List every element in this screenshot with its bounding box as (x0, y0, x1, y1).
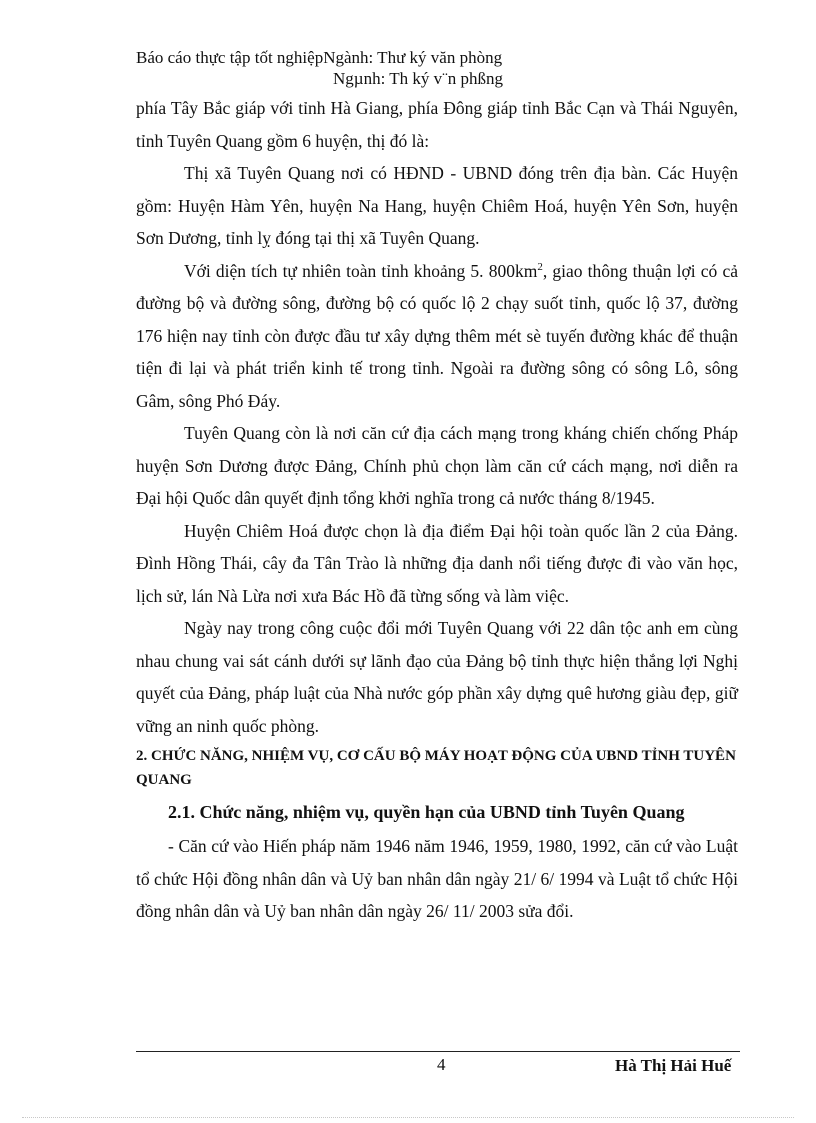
paragraph-7: - Căn cứ vào Hiến pháp năm 1946 năm 1946, 1959, 1980, 1992, căn cứ vào Luật tổ chức Hội đồng nhân dân và Uỷ ban nhân dân ngày 21/ 6/ 1994 và Luật tổ chức Hội đồng nhân dân và Uỷ ban nhân dân ngày 26/ 11/ 2003 sửa đổi. (136, 836, 738, 921)
section-heading-2-1: 2.1. Chức năng, nhiệm vụ, quyền hạn của UBND tỉnh Tuyên Quang (168, 802, 685, 822)
paragraph-4: Tuyên Quang còn là nơi căn cứ địa cách mạng trong kháng chiến chống Pháp huyện Sơn Dương được Đảng, Chính phủ chọn làm căn cứ cách mạng, nơi diễn ra Đại hội Quốc dân quyết định tổng khởi nghĩa trong cả nước tháng 8/1945. (136, 423, 738, 508)
page-bottom-dotted-line (22, 1117, 794, 1118)
page-number: 4 (437, 1055, 446, 1074)
paragraph-5: Huyện Chiêm Hoá được chọn là địa điểm Đại hội toàn quốc lần 2 của Đảng. Đình Hồng Thái, cây đa Tân Trào là những địa danh nổi tiếng được đi vào văn học, lịch sử, lán Nà Lừa nơi xưa Bác Hồ đã từng sống và làm việc. (136, 520, 738, 606)
paragraph-3-text-a: Với diện tích tự nhiên toàn tỉnh khoảng 5. 800km (184, 260, 538, 281)
page-header-garbled: Ngµnh: Th ký v¨n phßng (333, 69, 504, 88)
paragraph-3 (136, 255, 738, 418)
document-body (136, 92, 738, 928)
superscript-2: 2 (537, 260, 543, 273)
paragraph-3-text-b: , giao thông thuận lợi có cả đường bộ và đường sông, đường bộ có quốc lộ 2 chạy suốt tỉnh, quốc lộ 37, đường 176 hiện nay tỉnh còn được đầu tư xây dựng thêm mét sè tuyến đường khác để thuận tiện đi lại và phát triển kinh tế trong tỉnh. Ngoài ra đường sông có sông Lô, sông Gâm, sông Phó Đáy. (136, 260, 738, 411)
paragraph-6: Ngày nay trong công cuộc đổi mới Tuyên Quang với 22 dân tộc anh em cùng nhau chung vai sát cánh dưới sự lãnh đạo của Đảng bộ tỉnh thực hiện thắng lợi Nghị quyết của Đảng, pháp luật của Nhà nước góp phần xây dựng quê hương giàu đẹp, giữ vững an ninh quốc phòng. (136, 618, 738, 736)
paragraph-1: phía Tây Bắc giáp với tỉnh Hà Giang, phía Đông giáp tỉnh Bắc Cạn và Thái Nguyên, tỉnh Tuyên Quang gồm 6 huyện, thị đó là: (136, 98, 738, 151)
footer-divider (136, 1051, 740, 1052)
page-header: Báo cáo thực tập tốt nghiệpNgành: Thư ký văn phòng (136, 48, 503, 67)
paragraph-2: Thị xã Tuyên Quang nơi có HĐND - UBND đóng trên địa bàn. Các Huyện gồm: Huyện Hàm Yên, huyện Na Hang, huyện Chiêm Hoá, huyện Yên Sơn, huyện Sơn Dương, tỉnh lỵ đóng tại thị xã Tuyên Quang. (136, 163, 738, 248)
section-heading-2: 2. CHỨC NĂNG, NHIỆM VỤ, CƠ CẤU BỘ MÁY HOẠT ĐỘNG CỦA UBND TỈNH TUYÊN QUANG (136, 748, 736, 788)
footer-author: Hà Thị Hải Huế (615, 1056, 732, 1075)
